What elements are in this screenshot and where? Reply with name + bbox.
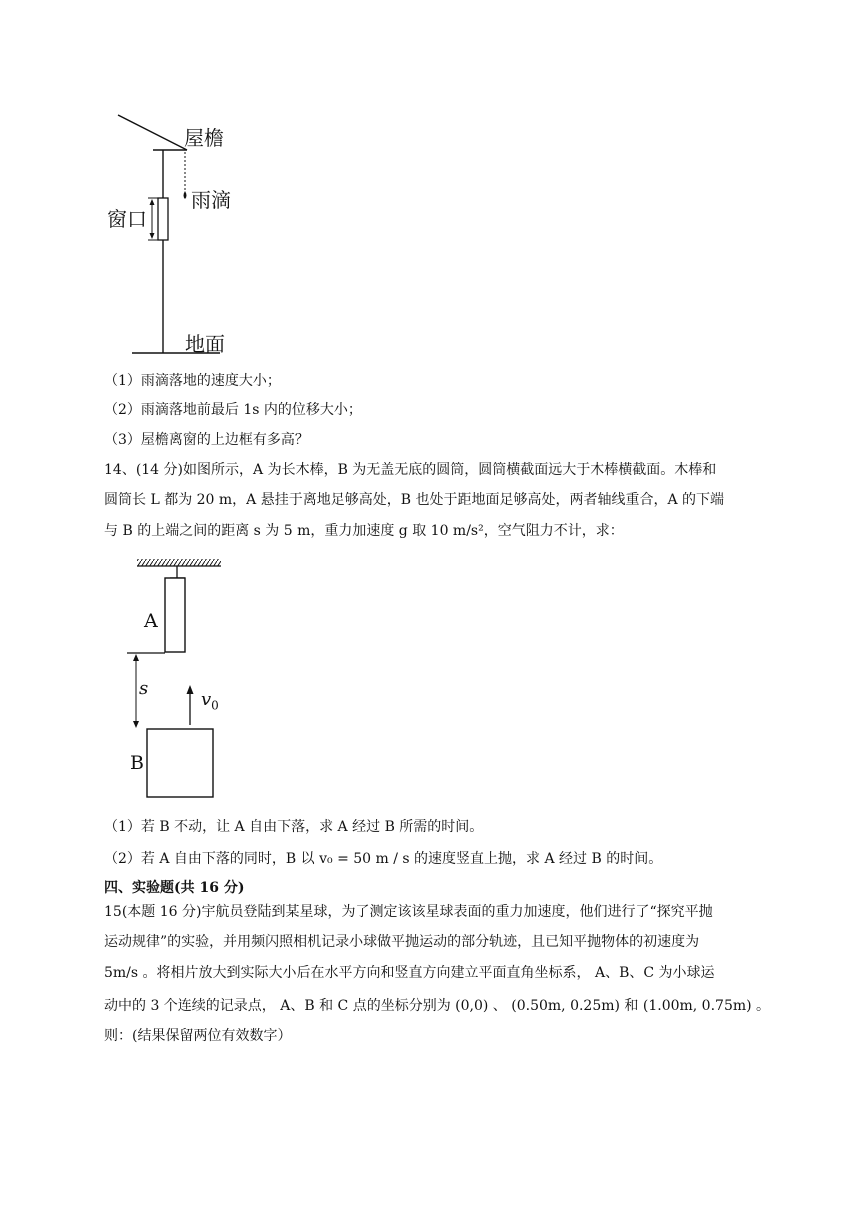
window-frame (158, 198, 168, 240)
q14-line-1: 14、(14 分)如图所示，A 为长木棒，B 为无盖无底的圆筒，圆筒横截面远大于木棒横截面。木棒和 (104, 462, 717, 478)
tube-b (147, 729, 213, 797)
s-arrow-down-icon (133, 721, 139, 728)
v0-arrow-icon (187, 685, 194, 694)
label-s: s (139, 678, 149, 699)
q13-item-2: （2）雨滴落地前最后 1s 内的位移大小； (104, 402, 362, 418)
q15-line-1: 15(本题 16 分)宇航员登陆到某星球，为了测定该该星球表面的重力加速度，他们进行了“探究平抛 (104, 904, 713, 920)
label-eave: 屋檐 (184, 126, 224, 150)
q14-line-2: 圆筒长 L 都为 20 m，A 悬挂于离地足够高处，B 也处于距地面足够高处，两者轴线重合，A 的下端 (104, 492, 725, 508)
ceiling-hatch (137, 559, 221, 566)
s-arrow-up-icon (133, 654, 139, 661)
section-4-heading: 四、实验题(共 16 分) (104, 880, 245, 896)
rain-window-figure (110, 110, 250, 360)
label-ground: 地面 (185, 332, 225, 356)
q14-item-1: （1）若 B 不动，让 A 自由下落，求 A 经过 B 所需的时间。 (104, 819, 484, 835)
label-window: 窗口 (107, 207, 147, 231)
roof-line (118, 115, 187, 150)
q15-line-3: 5m/s 。将相片放大到实际大小后在水平方向和竖直方向建立平面直角坐标系， A、B、C 为小球运 (104, 965, 715, 981)
q13-item-1: （1）雨滴落地的速度大小； (104, 373, 281, 389)
arrow-up-icon (150, 199, 155, 205)
label-v: v (201, 689, 212, 710)
label-b: B (130, 752, 144, 774)
q15-line-5: 则：(结果保留两位有效数字） (104, 1028, 292, 1044)
label-a: A (144, 610, 158, 632)
q15-line-2: 运动规律”的实验，并用频闪照相机记录小球做平抛运动的部分轨迹，且已知平抛物体的初速度为 (104, 934, 700, 950)
q14-line-3: 与 B 的上端之间的距离 s 为 5 m，重力加速度 g 取 10 m/s²，空气阻力不计，求： (104, 523, 624, 539)
q13-item-3: （3）屋檐离窗的上边框有多高？ (104, 432, 309, 448)
rod-a (165, 578, 185, 652)
label-v0 (201, 689, 219, 717)
q14-item-2: （2）若 A 自由下落的同时，B 以 v₀ = 50 m / s 的速度竖直上抛，求 A 经过 B 的时间。 (104, 851, 663, 867)
label-v-sub: 0 (211, 698, 219, 713)
label-raindrop: 雨滴 (191, 188, 231, 212)
arrow-down-icon (150, 233, 155, 239)
raindrop-icon (184, 191, 187, 199)
q15-line-4: 动中的 3 个连续的记录点， A、B 和 C 点的坐标分别为 (0,0) 、 (0.50m, 0.25m) 和 (1.00m, 0.75m) 。 (104, 998, 771, 1014)
